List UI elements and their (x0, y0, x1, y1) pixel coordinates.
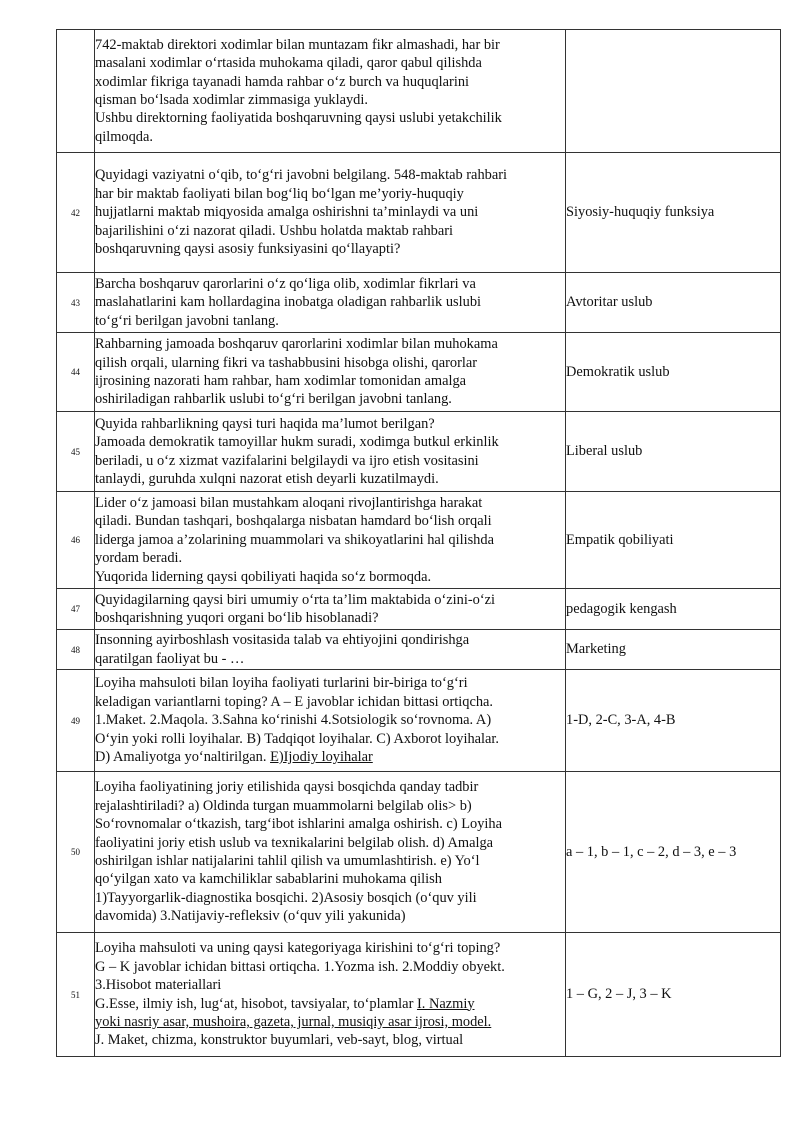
question-line: oshirilgan ishlar natijalarini tahlil qilish va umumlashtirish. e) Yo‘l (95, 853, 480, 869)
question-line: keladigan variantlarni toping? A – E javoblar ichidan bittasi ortiqcha. (95, 693, 494, 710)
question-line: ijrosining nazorati ham rahbar, ham xodimlar tomonidan amalga (95, 373, 467, 389)
question-line: Ushbu direktorning faoliyatida boshqaruvning qaysi uslubi yetakchilik (95, 110, 502, 127)
question-line: J. Maket, chizma, konstruktor buyumlari, veb-sayt, blog, virtual (95, 1032, 464, 1049)
underlined-text: E)Ijodiy loyihalar (270, 749, 373, 766)
answer-cell: Demokratik uslub (566, 333, 781, 412)
question-line: yordam beradi. (95, 550, 183, 567)
question-line: liderga jamoa a’zolarining muammolari va shikoyatlarini hal qilishda (95, 531, 494, 548)
question-text: G.Esse, ilmiy ish, lug‘at, hisobot, tavsiyalar, to‘plamlar (95, 995, 417, 1012)
question-line: qisman bo‘lsada xodimlar zimmasiga yuklaydi. (95, 92, 368, 108)
question-line: masalani xodimlar o‘rtasida muhokama qiladi, qaror qabul qilishda (95, 55, 482, 72)
question-line: boshqarishning yuqori organi bo‘lib hisoblanadi? (95, 610, 379, 626)
question-line: 1.Maket. 2.Maqola. 3.Sahna ko‘rinishi 4.Sotsiologik so‘rovnoma. A) (95, 712, 492, 729)
question-line: G – K javoblar ichidan bittasi ortiqcha. 1.Yozma ish. 2.Moddiy obyekt. (95, 958, 505, 975)
table-row (57, 933, 781, 1057)
answer-cell: Liberal uslub (566, 412, 781, 492)
question-line: hujjatlarni maktab miqyosida amalga oshirishni ta’minlaydi va uni (95, 204, 479, 221)
question-line: xodimlar fikriga tayanadi hamda rahbar o‘z burch va huquqlarini (95, 73, 470, 90)
table-row (57, 492, 781, 589)
question-cell (95, 630, 566, 670)
question-cell (95, 333, 566, 412)
question-text: D) Amaliyotga yo‘naltirilgan. (95, 749, 271, 766)
question-cell (95, 589, 566, 630)
answer-cell: 1-D, 2-C, 3-A, 4-B (566, 670, 781, 772)
question-line: 742-maktab direktori xodimlar bilan muntazam fikr almashadi, har bir (95, 36, 500, 53)
questions-table (56, 29, 781, 1057)
row-number: 43 (57, 273, 95, 333)
question-line: 1)Tayyorgarlik-diagnostika bosqichi. 2)Asosiy bosqich (o‘quv yili (95, 889, 477, 906)
question-line: beriladi, u o‘z xizmat vazifalarini belgilaydi va ijro etish vositasini (95, 452, 479, 469)
question-line: 3.Hisobot materiallari (95, 977, 222, 994)
question-cell (95, 670, 566, 772)
question-line: Loyiha mahsuloti bilan loyiha faoliyati turlarini bir-biriga to‘g‘ri (95, 675, 468, 692)
question-line: har bir maktab faoliyati bilan bog‘liq bo‘lgan me’yoriy-huquqiy (95, 185, 464, 202)
question-line: oshiriladigan rahbarlik uslubi to‘g‘ri berilgan javobni tanlang. (95, 391, 452, 408)
question-line: qilish orqali, ularning fikri va tashabbusini hisobga olishi, qarorlar (95, 354, 478, 371)
row-number (57, 30, 95, 153)
row-number: 42 (57, 153, 95, 273)
question-cell (95, 153, 566, 273)
table-row (57, 412, 781, 492)
question-line: tanlaydi, guruhda xulqni nazorat etish deyarli kuzatilmaydi. (95, 470, 439, 487)
question-line: So‘rovnomalar o‘tkazish, targ‘ibot ishlarini amalga oshirish. c) Loyiha (95, 816, 502, 833)
question-line: qiladi. Bundan tashqari, boshqalarga nisbatan hamdard bo‘lish orqali (95, 513, 492, 530)
question-cell (95, 933, 566, 1057)
question-line: davomida) 3.Natijaviy-refleksiv (o‘quv yili yakunida) (95, 908, 406, 925)
answer-cell: pedagogik kengash (566, 589, 781, 630)
question-line: Lider o‘z jamoasi bilan mustahkam aloqani rivojlantirishga harakat (95, 494, 483, 511)
question-line: Loyiha mahsuloti va uning qaysi kategoriyaga kirishini to‘g‘ri toping? (95, 940, 501, 957)
table-row (57, 630, 781, 670)
answer-cell: Siyosiy-huquqiy funksiya (566, 153, 781, 273)
table-row (57, 153, 781, 273)
question-line: Rahbarning jamoada boshqaruv qarorlarini xodimlar bilan muhokama (95, 336, 498, 353)
table-row (57, 30, 781, 153)
row-number: 45 (57, 412, 95, 492)
row-number: 51 (57, 933, 95, 1057)
question-line: Barcha boshqaruv qarorlarini o‘z qo‘liga olib, xodimlar fikrlari va (95, 275, 476, 292)
answer-cell: Marketing (566, 630, 781, 670)
table-row (57, 772, 781, 933)
underlined-text: I. Nazmiy (416, 995, 475, 1012)
row-number: 50 (57, 772, 95, 933)
question-line: Quyida rahbarlikning qaysi turi haqida ma’lumot berilgan? (95, 415, 435, 432)
question-cell (95, 273, 566, 333)
question-line: Quyidagilarning qaysi biri umumiy o‘rta ta’lim maktabida o‘zini-o‘zi (95, 591, 496, 608)
question-line (95, 995, 565, 1013)
question-line: Quyidagi vaziyatni o‘qib, to‘g‘ri javobni belgilang. 548-maktab rahbari (95, 167, 508, 184)
question-line: yoki nasriy asar, mushoira, gazeta, jurnal, musiqiy asar ijrosi, model. (95, 1013, 492, 1030)
question-line (95, 748, 565, 766)
table-row (57, 333, 781, 412)
answer-cell: a – 1, b – 1, c – 2, d – 3, e – 3 (566, 772, 781, 933)
answer-cell: 1 – G, 2 – J, 3 – K (566, 933, 781, 1057)
answer-cell: Empatik qobiliyati (566, 492, 781, 589)
question-cell (95, 30, 566, 153)
row-number: 46 (57, 492, 95, 589)
question-line: rejalashtiriladi? a) Oldinda turgan muammolarni belgilab olis> b) (95, 797, 472, 814)
question-line: qo‘yilgan xato va kamchiliklar sabablarini muhokama qilish (95, 871, 442, 888)
row-number: 49 (57, 670, 95, 772)
table-row (57, 589, 781, 630)
question-line: Jamoada demokratik tamoyillar hukm suradi, xodimga butkul erkinlik (95, 434, 499, 451)
question-line: Insonning ayirboshlash vositasida talab va ehtiyojini qondirishga (95, 632, 470, 649)
row-number: 47 (57, 589, 95, 630)
answer-cell (566, 30, 781, 153)
question-cell (95, 412, 566, 492)
question-line: O‘yin yoki rolli loyihalar. B) Tadqiqot loyihalar. C) Axborot loyihalar. (95, 730, 500, 747)
table-row (57, 670, 781, 772)
question-line: Yuqorida liderning qaysi qobiliyati haqida so‘z bormoqda. (95, 568, 432, 585)
question-line: qilmoqda. (95, 128, 153, 145)
question-line: maslahatlarini kam hollardagina inobatga oladigan rahbarlik uslubi (95, 294, 482, 311)
question-cell (95, 492, 566, 589)
question-line: bajarilishini o‘zi nazorat qiladi. Ushbu holatda maktab rahbari (95, 222, 454, 239)
row-number: 44 (57, 333, 95, 412)
row-number: 48 (57, 630, 95, 670)
question-line: qaratilgan faoliyat bu - … (95, 650, 245, 667)
question-line: boshqaruvning qaysi asosiy funksiyasini qo‘llayapti? (95, 241, 401, 258)
answer-cell: Avtoritar uslub (566, 273, 781, 333)
question-line: to‘g‘ri berilgan javobni tanlang. (95, 312, 279, 329)
table-row (57, 273, 781, 333)
question-cell (95, 772, 566, 933)
question-line: faoliyatini joriy etish uslub va texnikalarini belgilab olish. d) Amalga (95, 834, 494, 851)
question-line: Loyiha faoliyatining joriy etilishida qaysi bosqichda qanday tadbir (95, 779, 479, 796)
